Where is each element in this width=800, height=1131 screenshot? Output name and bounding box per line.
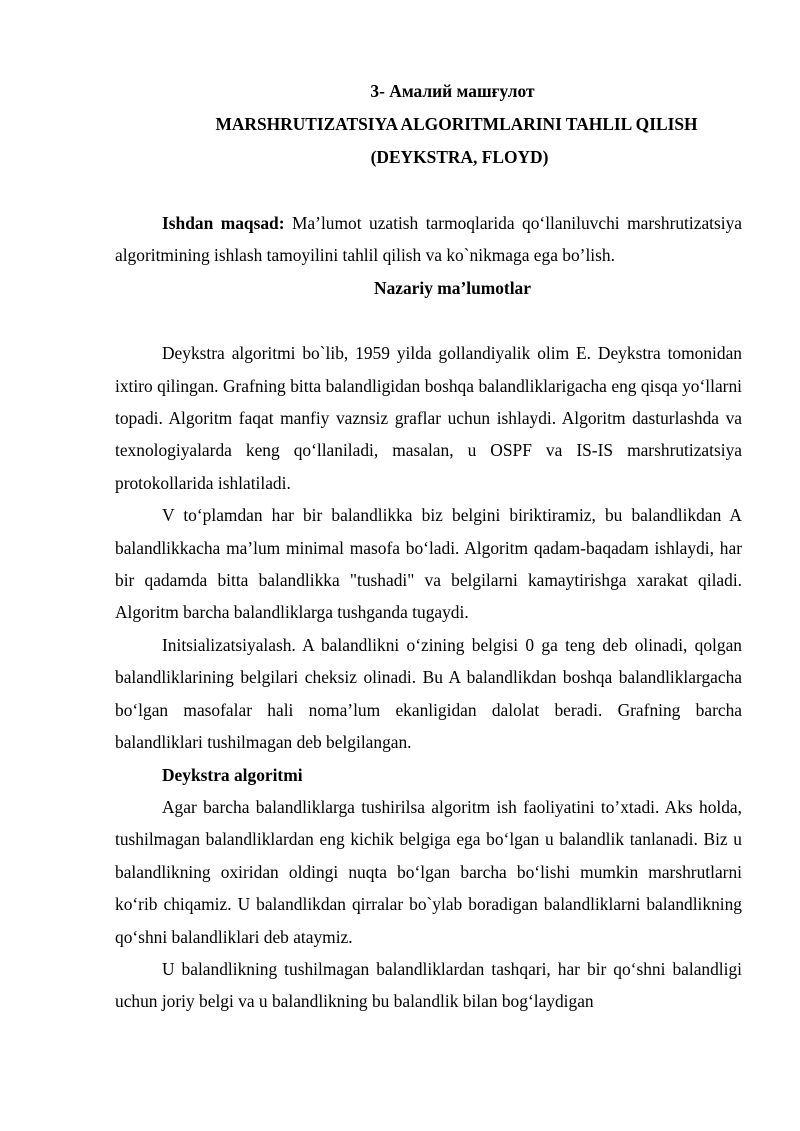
document-page <box>115 75 742 1018</box>
document-subtitle: (DEYKSTRA, FLOYD) <box>370 147 549 167</box>
subheading-algorithm: Deykstra algoritmi <box>162 764 303 785</box>
paragraph-initialization: Initsializatsiyalash. A balandlikni o‘zining belgisi 0 ga teng deb olinadi, qolgan balandliklarining belgilari cheksiz olinadi. Bu A balandlikdan boshqa balandliklargacha bo‘lgan masofalar hali noma’lum ekanligidan dalolat beradi. Grafning barcha balandliklari tushilmagan deb belgilangan. <box>115 634 742 753</box>
exercise-number: 3- Амалий машғулот <box>370 81 535 101</box>
paragraph-algorithm-steps: Agar barcha balandliklarga tushirilsa algoritm ish faoliyatini to’xtadi. Aks holda, tushilmagan balandliklardan eng kichik belgiga ega bo‘lgan u balandlik tanlanadi. Biz u balandlikning oxiridan oldingi nuqta bo‘lgan barcha bo‘lishi mumkin marshrutlarni ko‘rib chiqamiz. U balandlikdan qirralar bo`ylab boradigan balandliklarni balandlikning qo‘shni balandliklari deb ataymiz. <box>115 796 742 947</box>
spacer <box>115 304 742 337</box>
document-title: MARSHRUTIZATSIYA ALGORITMLARINI TAHLIL QILISH <box>215 114 698 134</box>
theory-heading: Nazariy ma’lumotlar <box>374 277 531 298</box>
purpose-paragraph <box>115 207 742 272</box>
purpose-label: Ishdan maqsad: <box>162 213 285 233</box>
paragraph-deykstra-intro: Deykstra algoritmi bo`lib, 1959 yilda gollandiyalik olim E. Deykstra tomonidan ixtiro qilingan. Grafning bitta balandligidan boshqa balandliklarigacha eng qisqa yo‘llarni topadi. Algoritm faqat manfiy vaznsiz graflar uchun ishlaydi. Algoritm dasturlashda va texnologiyalarda keng qo‘llaniladi, masalan, u OSPF va IS-IS marshrutizatsiya protokollarida ishlatiladi. <box>115 343 742 493</box>
purpose-text: Ma’lumot uzatish tarmoqlarida qo‘llaniluvchi marshrutizatsiya algoritmining ishlash tamoyilini tahlil qilish va ko`nikmaga ega bo’lish. <box>115 213 743 266</box>
spacer <box>115 174 742 207</box>
paragraph-labels: V to‘plamdan har bir balandlikka biz belgini biriktiramiz, bu balandlikdan A balandlikkacha ma’lum minimal masofa bo‘ladi. Algoritm qadam-baqadam ishlaydi, har bir qadamda bitta balandlikka "tushadi" va belgilarni kamaytirishga xarakat qiladi. Algoritm barcha balandliklarga tushganda tugaydi. <box>115 505 742 623</box>
paragraph-neighbors: U balandlikning tushilmagan balandliklardan tashqari, har bir qo‘shni balandligi uchun joriy belgi va u balandlikning bu balandlik bilan bog‘laydigan <box>115 958 742 1012</box>
